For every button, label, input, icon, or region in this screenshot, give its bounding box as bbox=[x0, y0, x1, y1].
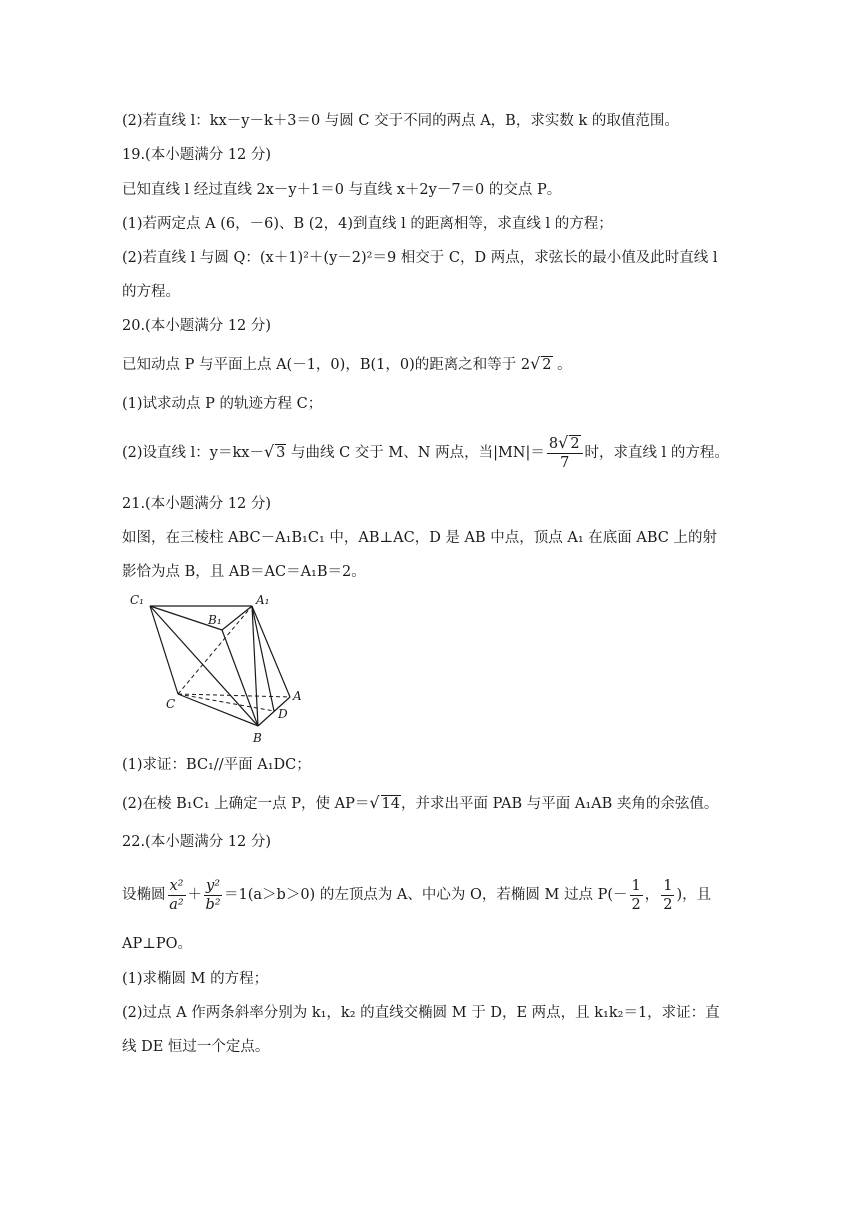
half-den-2: 2 bbox=[663, 896, 673, 913]
frac-num-coef: 8 bbox=[548, 436, 559, 452]
q20-part2-end: 时，求直线 l 的方程。 bbox=[584, 445, 729, 461]
label-B: B bbox=[253, 731, 262, 745]
sqrt-symbol: √ bbox=[530, 354, 541, 373]
q22-comma: ， bbox=[644, 887, 660, 903]
q19-part1: (1)若两定点 A (6，－6)、B (2，4)到直线 l 的距离相等，求直线 l 的方程； bbox=[122, 216, 613, 232]
q21-stem-line2: 影恰为点 B，且 AB＝AC＝A₁B＝2。 bbox=[122, 564, 366, 580]
q22-stem: 设椭圆 $\frac{\text{x²}}{\text{a²}}$ ＋ $\frac{\text{y²}}{\text{b²}}$ ＝1(a＞b＞0) 的左顶点为 A、中心为 O，若椭圆 M 过点 P(－ $\frac{1}{2}$ ， $\frac{1}{2}$ )，且 bbox=[122, 877, 712, 913]
q21-part2-text: (2)在棱 B₁C₁ 上确定一点 P，使 AP＝ bbox=[122, 796, 370, 812]
half-fraction-1 bbox=[630, 877, 643, 914]
q20-stem-end: 。 bbox=[552, 357, 572, 373]
sqrt-symbol: √ bbox=[263, 442, 275, 461]
half-num-1: 1 bbox=[631, 877, 641, 894]
label-C1: C₁ bbox=[130, 593, 144, 607]
q19-part2-line1: (2)若直线 l 与圆 Q：(x＋1)²＋(y－2)²＝9 相交于 C，D 两点，求弦长的最小值及此时直线 l bbox=[122, 250, 718, 266]
q18-part2: (2)若直线 l：kx－y－k＋3＝0 与圆 C 交于不同的两点 A，B，求实数 k 的取值范围。 bbox=[122, 113, 679, 129]
q22-part2-line1: (2)过点 A 作两条斜率分别为 k₁，k₂ 的直线交椭圆 M 于 D，E 两点，且 k₁k₂＝1，求证：直 bbox=[122, 1005, 720, 1021]
half-den-1: 2 bbox=[631, 896, 641, 913]
ellipse-y-num: y² bbox=[206, 877, 221, 894]
ellipse-b-den: b² bbox=[205, 896, 221, 913]
frac-num-sqrt: 2 bbox=[570, 436, 580, 452]
label-A1: A₁ bbox=[256, 593, 270, 607]
q20-part2 bbox=[122, 432, 729, 473]
q20-stem-sqrt: 2 bbox=[542, 357, 552, 373]
q22-header: 22.(本小题满分 12 分) bbox=[122, 834, 272, 850]
q21-part2-end: ，并求出平面 PAB 与平面 A₁AB 夹角的余弦值。 bbox=[401, 796, 719, 812]
label-D: D bbox=[278, 707, 288, 721]
q21-part2 bbox=[122, 793, 718, 814]
q22-stem-cont: AP⊥PO。 bbox=[122, 936, 193, 952]
q20-part2-text: (2)设直线 l：y＝kx－ bbox=[122, 445, 264, 461]
q21-stem-line1: 如图，在三棱柱 ABC－A₁B₁C₁ 中，AB⊥AC，D 是 AB 中点，顶点 A₁ 在底面 ABC 上的射 bbox=[122, 530, 717, 546]
q21-header: 21.(本小题满分 12 分) bbox=[122, 496, 272, 512]
q22-stem-end: )，且 bbox=[676, 887, 712, 903]
label-B1: B₁ bbox=[208, 613, 222, 627]
label-C: C bbox=[166, 697, 176, 711]
q22-part1: (1)求椭圆 M 的方程； bbox=[122, 971, 269, 987]
q20-part2-sqrt: 3 bbox=[276, 445, 286, 461]
q22-part2-line2: 线 DE 恒过一个定点。 bbox=[122, 1039, 270, 1055]
q21-part2-sqrt: 14 bbox=[381, 796, 400, 812]
half-num-2: 1 bbox=[663, 877, 673, 894]
q21-part1: (1)求证：BC₁//平面 A₁DC； bbox=[122, 757, 311, 773]
q22-eq-tail: ＝1(a＞b＞0) bbox=[224, 887, 316, 903]
q20-stem-text: 已知动点 P 与平面上点 A(－1，0)，B(1，0)的距离之和等于 2 bbox=[122, 357, 531, 373]
q19-part2-line2: 的方程。 bbox=[122, 284, 180, 300]
q19-stem: 已知直线 l 经过直线 2x－y＋1＝0 与直线 x＋2y－7＝0 的交点 P。 bbox=[122, 182, 562, 198]
label-A: A bbox=[293, 689, 302, 703]
q20-stem bbox=[122, 354, 572, 375]
ellipse-a-den: a² bbox=[169, 896, 184, 913]
ellipse-y-term bbox=[204, 877, 222, 914]
ellipse-x-num: x² bbox=[169, 877, 184, 894]
q22-stem-text: 设椭圆 bbox=[122, 887, 166, 903]
triangular-prism-figure bbox=[128, 590, 318, 750]
sqrt-symbol: √ bbox=[369, 793, 380, 812]
q22-stem-mid: 的左顶点为 A、中心为 O，若椭圆 M 过点 P(－ bbox=[319, 887, 628, 903]
sqrt-symbol: √ bbox=[558, 433, 569, 452]
q20-header: 20.(本小题满分 12 分) bbox=[122, 318, 272, 334]
q19-header: 19.(本小题满分 12 分) bbox=[122, 147, 272, 163]
half-fraction-2 bbox=[661, 877, 674, 914]
q20-part1: (1)试求动点 P 的轨迹方程 C； bbox=[122, 396, 323, 412]
ellipse-x-term bbox=[168, 877, 186, 914]
frac-den: 7 bbox=[560, 455, 570, 471]
q20-part2-mid: 与曲线 C 交于 M、N 两点，当|MN|＝ bbox=[286, 445, 545, 461]
q20-mn-fraction bbox=[547, 434, 583, 472]
